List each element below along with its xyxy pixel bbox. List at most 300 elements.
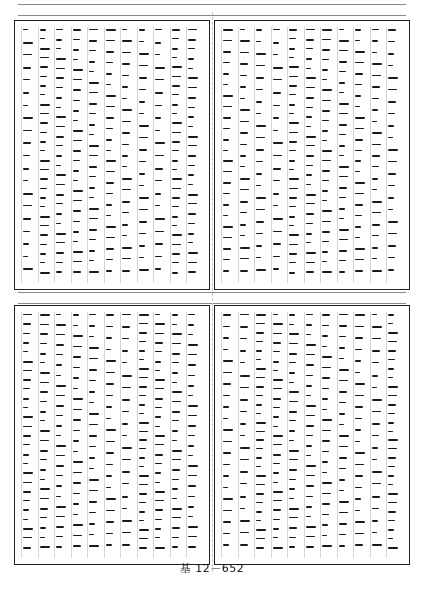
- text-stroke: [223, 106, 232, 107]
- text-stroke: [372, 350, 380, 352]
- text-stroke: [122, 258, 131, 259]
- text-stroke: [289, 508, 299, 510]
- text-stroke: [139, 332, 147, 334]
- text-stroke: [240, 520, 250, 522]
- text-stroke: [355, 510, 360, 511]
- text-stroke: [89, 124, 95, 126]
- text-stroke: [40, 440, 49, 441]
- text-stroke: [89, 145, 99, 147]
- text-stroke: [89, 218, 98, 219]
- text-stroke: [172, 122, 182, 124]
- text-stroke: [106, 372, 115, 373]
- text-stroke: [40, 225, 49, 226]
- text-stroke: [339, 413, 345, 415]
- text-stroke: [256, 113, 261, 114]
- text-stroke: [56, 97, 62, 99]
- text-stroke: [172, 391, 182, 393]
- text-stroke: [155, 333, 164, 334]
- text-stroke: [240, 423, 246, 425]
- text-stroke: [139, 323, 148, 324]
- text-stroke: [289, 479, 296, 480]
- text-stroke: [73, 180, 78, 181]
- text-stroke: [388, 457, 396, 459]
- text-stroke: [289, 372, 295, 374]
- text-stroke: [73, 200, 82, 201]
- text-stroke: [273, 193, 279, 195]
- text-stroke: [240, 447, 250, 449]
- text-stroke: [106, 62, 113, 63]
- text-stroke: [56, 526, 64, 528]
- text-stroke: [388, 538, 393, 539]
- text-stroke: [273, 547, 283, 549]
- text-stroke: [23, 54, 32, 55]
- text-stroke: [188, 155, 196, 157]
- text-stroke: [388, 221, 398, 223]
- text-stroke: [289, 420, 296, 421]
- text-stroke: [122, 399, 130, 401]
- text-stroke: [388, 185, 395, 186]
- text-stroke: [306, 385, 312, 387]
- text-stroke: [122, 212, 129, 213]
- text-stroke: [56, 116, 66, 118]
- text-stroke: [139, 41, 144, 42]
- text-stroke: [89, 380, 96, 381]
- text-stroke: [289, 113, 294, 114]
- text-stroke: [306, 252, 316, 254]
- text-stroke: [240, 471, 248, 473]
- text-stroke: [372, 29, 379, 30]
- text-stroke: [339, 145, 345, 147]
- text-stroke: [273, 92, 281, 94]
- text-stroke: [172, 401, 181, 402]
- text-stroke: [355, 51, 365, 53]
- text-stroke: [122, 423, 128, 425]
- text-stroke: [339, 271, 345, 273]
- text-stroke: [289, 104, 295, 106]
- text-stroke: [388, 341, 397, 342]
- text-stroke: [40, 382, 49, 383]
- text-stroke: [322, 59, 329, 60]
- text-stroke: [139, 233, 146, 234]
- text-stroke: [372, 496, 380, 498]
- text-stroke: [223, 73, 229, 75]
- text-stroke: [89, 457, 95, 459]
- text-stroke: [172, 479, 179, 480]
- text-stroke: [372, 270, 382, 272]
- text-stroke: [240, 375, 250, 377]
- text-stroke: [273, 333, 282, 334]
- text-stroke: [40, 66, 48, 68]
- text-stroke: [289, 498, 294, 499]
- text-stroke: [256, 404, 262, 406]
- text-stroke: [339, 512, 348, 513]
- text-stroke: [355, 452, 365, 454]
- text-stroke: [322, 335, 328, 337]
- text-stroke: [73, 388, 78, 389]
- text-stroke: [339, 523, 347, 525]
- text-stroke: [339, 239, 348, 240]
- text-stroke: [372, 52, 377, 53]
- text-stroke: [322, 130, 328, 132]
- text-stroke: [240, 483, 247, 484]
- text-stroke: [273, 205, 278, 206]
- text-stroke: [40, 169, 49, 170]
- text-stroke: [306, 536, 315, 537]
- text-stroke: [273, 243, 281, 245]
- text-stroke: [223, 372, 232, 373]
- text-stroke: [273, 323, 283, 325]
- text-stroke: [188, 165, 195, 166]
- text-stroke: [388, 404, 396, 406]
- text-stroke: [339, 446, 348, 447]
- text-stroke: [188, 435, 195, 436]
- text-stroke: [89, 92, 98, 93]
- text-stroke: [122, 144, 129, 145]
- text-stroke: [223, 510, 232, 511]
- text-stroke: [172, 104, 178, 106]
- text-stroke: [256, 197, 266, 199]
- text-stroke: [322, 524, 328, 526]
- text-stroke: [89, 424, 98, 425]
- text-stroke: [122, 387, 131, 388]
- text-stroke: [122, 224, 128, 226]
- text-stroke: [40, 272, 50, 274]
- text-stroke: [89, 250, 95, 252]
- text-stroke: [172, 537, 179, 538]
- text-stroke: [289, 459, 298, 460]
- text-stroke: [256, 395, 263, 396]
- text-stroke: [273, 42, 279, 44]
- text-stroke: [106, 106, 115, 107]
- text-stroke: [339, 391, 347, 393]
- text-stroke: [106, 150, 111, 151]
- text-stroke: [388, 431, 393, 432]
- text-stroke: [322, 49, 330, 51]
- text-stroke: [289, 253, 297, 255]
- center-fold-line: [212, 12, 213, 572]
- text-stroke: [339, 229, 349, 231]
- text-stroke: [322, 409, 327, 410]
- text-stroke: [56, 314, 61, 315]
- text-stroke: [256, 185, 261, 186]
- text-stroke: [23, 168, 29, 170]
- text-stroke: [23, 314, 32, 315]
- text-stroke: [355, 150, 362, 151]
- text-stroke: [339, 468, 346, 469]
- text-stroke: [306, 58, 312, 60]
- text-stroke: [355, 248, 365, 250]
- text-stroke: [339, 501, 349, 503]
- text-stroke: [289, 537, 296, 538]
- text-stroke: [289, 262, 296, 263]
- text-stroke: [106, 73, 112, 75]
- text-stroke: [339, 82, 345, 84]
- text-stroke: [240, 224, 246, 226]
- text-stroke: [388, 493, 398, 495]
- text-stroke: [322, 221, 331, 222]
- text-stroke: [172, 430, 178, 432]
- text-stroke: [306, 465, 316, 467]
- text-stroke: [289, 76, 298, 77]
- text-stroke: [139, 368, 149, 370]
- text-stroke: [73, 39, 80, 40]
- text-stroke: [40, 253, 46, 255]
- text-stroke: [322, 241, 329, 242]
- text-panel-bottom-left: [14, 305, 210, 565]
- text-stroke: [372, 166, 379, 167]
- text-stroke: [106, 395, 113, 396]
- text-stroke: [56, 68, 65, 69]
- text-stroke: [256, 457, 262, 459]
- text-stroke: [240, 362, 245, 363]
- text-stroke: [106, 406, 112, 408]
- text-stroke: [306, 184, 311, 185]
- text-stroke: [172, 29, 180, 31]
- text-stroke: [372, 399, 382, 401]
- text-stroke: [322, 271, 332, 273]
- text-stroke: [89, 61, 95, 63]
- text-stroke: [89, 490, 98, 491]
- text-stroke: [89, 260, 94, 261]
- text-stroke: [322, 388, 329, 389]
- text-stroke: [139, 341, 146, 342]
- text-stroke: [122, 121, 131, 122]
- text-stroke: [73, 314, 79, 316]
- text-stroke: [240, 532, 249, 533]
- text-stroke: [256, 65, 265, 66]
- text-stroke: [388, 77, 398, 79]
- text-stroke: [240, 387, 249, 388]
- text-stroke: [56, 252, 64, 254]
- text-stroke: [106, 95, 116, 97]
- text-stroke: [106, 193, 113, 194]
- text-stroke: [40, 244, 47, 245]
- text-stroke: [155, 243, 163, 245]
- text-stroke: [56, 344, 64, 346]
- text-stroke: [240, 399, 248, 401]
- text-stroke: [256, 538, 265, 539]
- text-stroke: [139, 439, 147, 441]
- text-stroke: [40, 216, 50, 218]
- text-stroke: [388, 173, 396, 175]
- text-stroke: [56, 165, 61, 166]
- text-stroke: [289, 197, 297, 199]
- text-stroke: [388, 350, 396, 352]
- text-stroke: [339, 534, 346, 535]
- text-stroke: [73, 251, 83, 253]
- text-stroke: [322, 89, 332, 91]
- text-stroke: [40, 546, 50, 548]
- text-stroke: [40, 104, 50, 106]
- text-stroke: [372, 247, 378, 249]
- text-stroke: [355, 73, 363, 75]
- text-stroke: [322, 514, 329, 515]
- text-stroke: [56, 136, 64, 138]
- text-stroke: [56, 334, 65, 335]
- text-stroke: [223, 544, 229, 546]
- text-stroke: [89, 239, 96, 240]
- text-stroke: [339, 71, 346, 72]
- text-stroke: [388, 520, 395, 521]
- text-stroke: [322, 325, 329, 326]
- text-stroke: [155, 388, 164, 389]
- text-stroke: [155, 342, 163, 344]
- text-stroke: [256, 439, 264, 441]
- column-guide: [320, 312, 322, 558]
- text-stroke: [355, 406, 363, 408]
- page-number-footer: 基 12－652: [179, 562, 245, 575]
- text-stroke: [23, 180, 28, 181]
- text-stroke: [372, 86, 380, 88]
- text-stroke: [23, 370, 32, 371]
- text-stroke: [256, 101, 262, 103]
- text-stroke: [172, 178, 182, 180]
- text-stroke: [372, 520, 378, 522]
- text-stroke: [73, 29, 81, 31]
- text-stroke: [355, 498, 361, 500]
- text-stroke: [289, 216, 295, 218]
- text-stroke: [188, 475, 197, 476]
- text-stroke: [23, 105, 28, 106]
- text-stroke: [122, 63, 130, 65]
- text-stroke: [240, 178, 250, 180]
- text-stroke: [23, 351, 28, 352]
- text-stroke: [240, 132, 248, 134]
- text-stroke: [188, 415, 197, 416]
- text-stroke: [306, 165, 313, 166]
- text-stroke: [155, 472, 161, 474]
- text-stroke: [23, 454, 29, 456]
- text-stroke: [388, 245, 396, 247]
- text-stroke: [23, 500, 30, 501]
- text-stroke: [273, 426, 278, 427]
- text-stroke: [223, 395, 230, 396]
- text-stroke: [155, 361, 161, 363]
- text-stroke: [289, 48, 295, 50]
- text-stroke: [223, 193, 230, 194]
- text-stroke: [372, 235, 379, 236]
- text-stroke: [56, 485, 62, 487]
- text-stroke: [89, 347, 99, 349]
- text-stroke: [355, 395, 364, 396]
- text-stroke: [223, 171, 232, 172]
- text-stroke: [172, 324, 177, 325]
- text-stroke: [240, 144, 247, 145]
- text-stroke: [188, 314, 195, 315]
- text-stroke: [339, 260, 346, 261]
- text-stroke: [188, 242, 193, 243]
- text-stroke: [122, 98, 127, 99]
- text-stroke: [223, 84, 228, 85]
- text-stroke: [73, 461, 83, 463]
- text-stroke: [40, 362, 45, 363]
- text-stroke: [223, 62, 230, 63]
- text-stroke: [256, 386, 264, 388]
- text-stroke: [106, 314, 114, 316]
- text-stroke: [223, 360, 233, 362]
- text-stroke: [256, 269, 266, 271]
- text-stroke: [256, 149, 264, 151]
- text-stroke: [155, 142, 165, 144]
- text-stroke: [388, 413, 395, 414]
- text-stroke: [155, 54, 160, 55]
- text-stroke: [339, 166, 349, 168]
- text-stroke: [89, 479, 99, 481]
- text-stroke: [73, 409, 82, 410]
- text-stroke: [56, 395, 65, 396]
- text-stroke: [223, 349, 228, 350]
- text-stroke: [240, 189, 249, 190]
- text-stroke: [355, 204, 363, 206]
- text-stroke: [172, 517, 181, 518]
- text-stroke: [256, 161, 263, 162]
- text-stroke: [40, 132, 47, 133]
- text-stroke: [372, 544, 382, 546]
- text-stroke: [289, 440, 294, 441]
- text-stroke: [289, 324, 294, 325]
- text-stroke: [388, 149, 398, 151]
- text-stroke: [256, 245, 262, 247]
- text-stroke: [388, 323, 393, 324]
- text-stroke: [355, 429, 361, 431]
- text-stroke: [188, 425, 196, 427]
- text-stroke: [23, 205, 32, 206]
- text-stroke: [289, 160, 295, 162]
- text-stroke: [388, 368, 394, 370]
- text-stroke: [139, 395, 146, 396]
- text-stroke: [339, 314, 348, 315]
- text-stroke: [56, 536, 63, 537]
- text-stroke: [372, 201, 382, 203]
- text-stroke: [188, 364, 196, 366]
- text-stroke: [122, 520, 132, 522]
- text-stroke: [106, 84, 111, 85]
- text-stroke: [289, 38, 296, 39]
- text-stroke: [240, 326, 248, 328]
- text-stroke: [106, 204, 112, 206]
- text-stroke: [339, 197, 346, 198]
- text-stroke: [73, 535, 82, 536]
- text-stroke: [23, 155, 30, 156]
- text-stroke: [73, 430, 80, 431]
- text-stroke: [306, 324, 312, 326]
- text-stroke: [172, 76, 181, 77]
- text-stroke: [355, 464, 364, 465]
- text-stroke: [139, 65, 148, 66]
- text-stroke: [289, 401, 298, 402]
- text-stroke: [289, 234, 299, 236]
- text-stroke: [322, 451, 329, 452]
- text-stroke: [322, 29, 332, 31]
- text-stroke: [122, 75, 129, 76]
- text-stroke: [240, 508, 245, 509]
- text-stroke: [339, 490, 344, 491]
- text-stroke: [155, 180, 162, 181]
- text-stroke: [322, 251, 328, 253]
- text-stroke: [155, 218, 165, 220]
- text-stroke: [23, 231, 30, 232]
- text-stroke: [23, 92, 29, 94]
- text-stroke: [188, 546, 196, 548]
- text-stroke: [155, 314, 160, 315]
- text-stroke: [89, 71, 94, 72]
- text-stroke: [23, 379, 31, 381]
- text-stroke: [372, 212, 381, 213]
- text-stroke: [73, 150, 81, 152]
- text-stroke: [188, 536, 197, 537]
- text-stroke: [122, 483, 129, 484]
- text-stroke: [289, 450, 299, 452]
